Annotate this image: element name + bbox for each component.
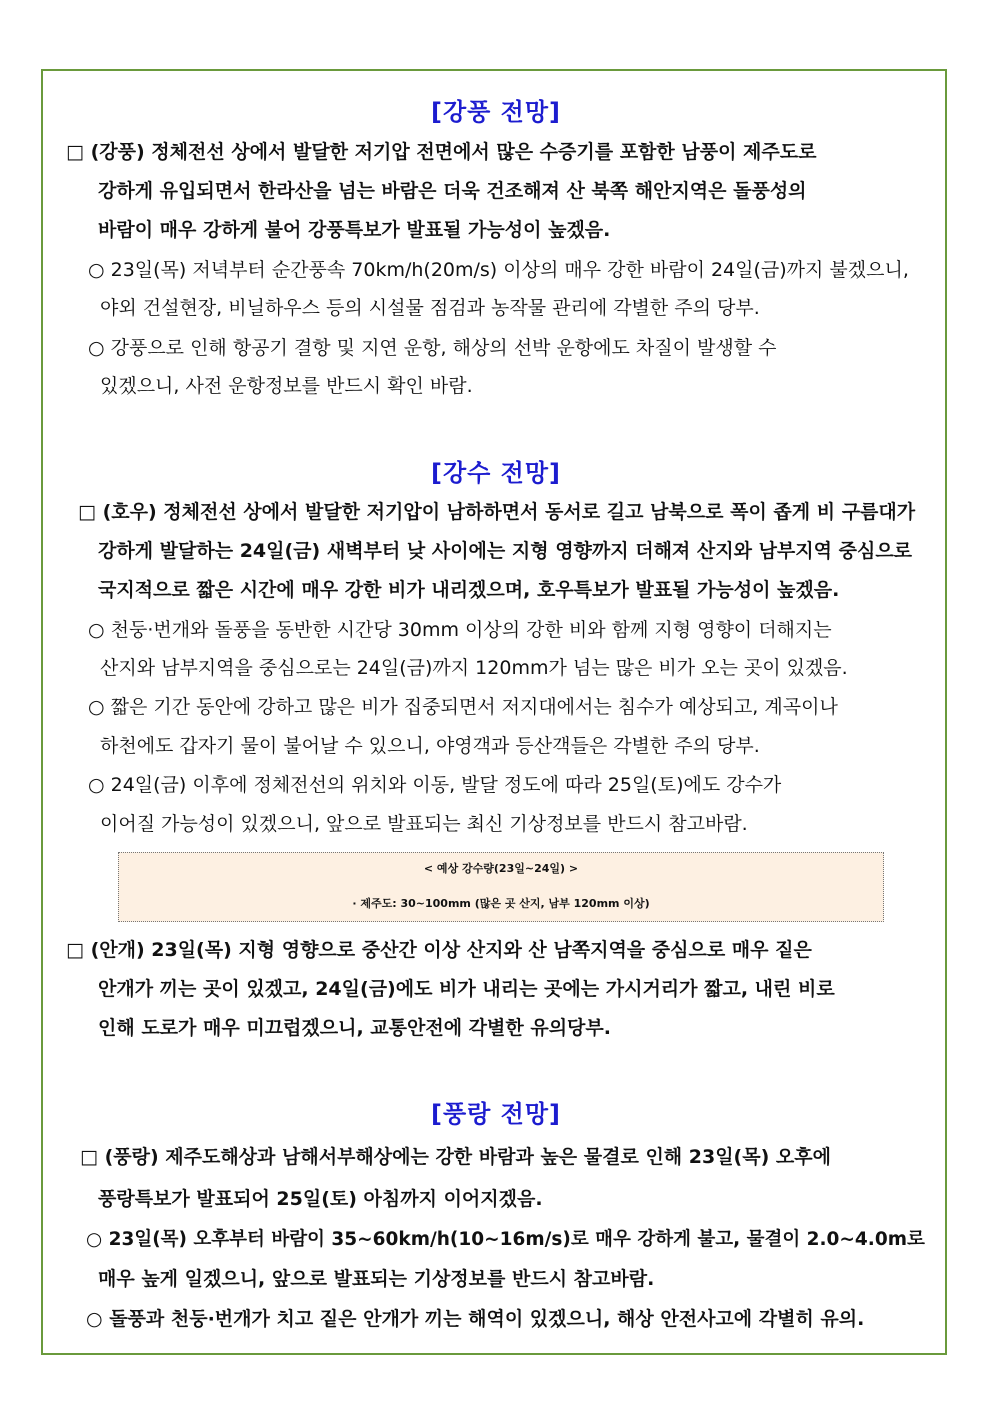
- wind-main-line: 바람이 매우 강하게 불어 강풍특보가 발표될 가능성이 높겠음.: [98, 219, 611, 241]
- fog-line: □ (안개) 23일(목) 지형 영향으로 중산간 이상 산지와 산 남쪽지역을 중심으로 매우 짙은: [66, 939, 812, 961]
- wave-bullet-line: ○ 23일(목) 오후부터 바람이 35~60km/h(10~16m/s)로 매우 강하게 불고, 물결이 2.0~4.0m로: [86, 1229, 925, 1250]
- wind-main-line: 강하게 유입되면서 한라산을 넘는 바람은 더욱 건조해져 산 북쪽 해안지역은 돌풍성의: [98, 180, 807, 202]
- wind-bullet-line: 있겠으니, 사전 운항정보를 반드시 확인 바람.: [100, 375, 473, 397]
- wind-main-line: □ (강풍) 정체전선 상에서 발달한 저기압 전면에서 많은 수증기를 포함한 남풍이 제주도로: [66, 141, 817, 163]
- rain-main-line: 강하게 발달하는 24일(금) 새벽부터 낮 사이에는 지형 영향까지 더해져 산지와 남부지역 중심으로: [98, 540, 913, 562]
- wave-heading: [풍랑 전망]: [430, 1100, 562, 1128]
- rain-bullet-line: ○ 짧은 기간 동안에 강하고 많은 비가 집중되면서 저지대에서는 침수가 예상되고, 계곡이나: [88, 696, 838, 718]
- rain-bullet-line: 산지와 남부지역을 중심으로는 24일(금)까지 120mm가 넘는 많은 비가 오는 곳이 있겠음.: [100, 657, 848, 679]
- forecast-box: [118, 852, 884, 922]
- wind-heading: [강풍 전망]: [430, 98, 562, 126]
- wind-bullet-line: ○ 강풍으로 인해 항공기 결항 및 지연 운항, 해상의 선박 운항에도 차질이 발생할 수: [88, 337, 777, 359]
- forecast-box-value: · 제주도: 30~100mm (많은 곳 산지, 남부 120mm 이상): [352, 897, 650, 910]
- forecast-box-title: < 예상 강수량(23일~24일) >: [423, 862, 579, 875]
- wave-main-line: □ (풍랑) 제주도해상과 남해서부해상에는 강한 바람과 높은 물결로 인해 23일(목) 오후에: [80, 1146, 831, 1168]
- rain-bullet-line: 이어질 가능성이 있겠으니, 앞으로 발표되는 최신 기상정보를 반드시 참고바람.: [100, 813, 748, 835]
- fog-line: 인해 도로가 매우 미끄럽겠으니, 교통안전에 각별한 유의당부.: [98, 1017, 611, 1039]
- wave-bullet-line: 매우 높게 일겠으니, 앞으로 발표되는 기상정보를 반드시 참고바람.: [98, 1268, 655, 1290]
- rain-bullet-line: 하천에도 갑자기 물이 불어날 수 있으니, 야영객과 등산객들은 각별한 주의 당부.: [100, 735, 760, 757]
- rain-bullet-line: ○ 24일(금) 이후에 정체전선의 위치와 이동, 발달 정도에 따라 25일(토)에도 강수가: [88, 774, 782, 796]
- wave-bullet-line: ○ 돌풍과 천둥·번개가 치고 짙은 안개가 끼는 해역이 있겠으니, 해상 안전사고에 각별히 유의.: [86, 1308, 865, 1330]
- rain-main-line: □ (호우) 정체전선 상에서 발달한 저기압이 남하하면서 동서로 길고 남북으로 폭이 좁게 비 구름대가: [78, 501, 916, 523]
- wave-main-line: 풍랑특보가 발표되어 25일(토) 아침까지 이어지겠음.: [98, 1188, 543, 1210]
- wind-bullet-line: 야외 건설현장, 비닐하우스 등의 시설물 점검과 농작물 관리에 각별한 주의 당부.: [100, 297, 760, 319]
- rain-main-line: 국지적으로 짧은 시간에 매우 강한 비가 내리겠으며, 호우특보가 발표될 가능성이 높겠음.: [98, 579, 840, 601]
- rain-heading: [강수 전망]: [430, 459, 562, 487]
- fog-line: 안개가 끼는 곳이 있겠고, 24일(금)에도 비가 내리는 곳에는 가시거리가 짧고, 내린 비로: [98, 978, 835, 1000]
- rain-bullet-line: ○ 천둥·번개와 돌풍을 동반한 시간당 30mm 이상의 강한 비와 함께 지형 영향이 더해지는: [88, 619, 832, 641]
- wind-bullet-line: ○ 23일(목) 저녁부터 순간풍속 70km/h(20m/s) 이상의 매우 강한 바람이 24일(금)까지 불겠으니,: [88, 259, 909, 281]
